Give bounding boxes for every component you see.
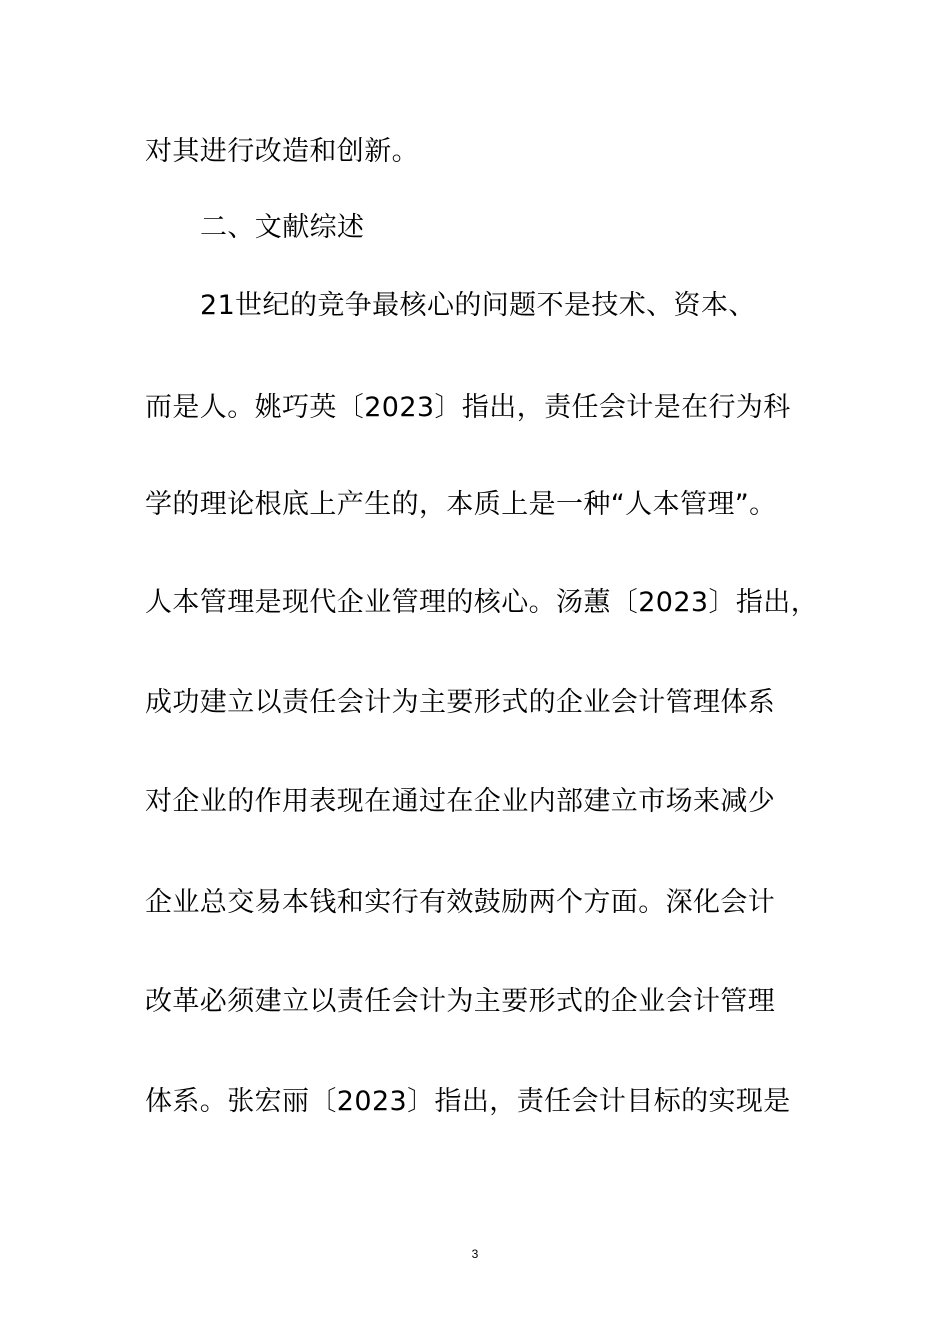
paragraph-line: 而是人。姚巧英〔2023〕指出，责任会计是在行为科	[145, 392, 791, 423]
paragraph-line: 改革必须建立以责任会计为主要形式的企业会计管理	[145, 986, 776, 1017]
section-heading: 二、文献综述	[200, 212, 365, 243]
paragraph-line: 对其进行改造和创新。	[145, 136, 419, 167]
page-number: 3	[471, 1247, 479, 1261]
paragraph-line: 对企业的作用表现在通过在企业内部建立市场来减少	[145, 786, 776, 817]
paragraph-line: 21世纪的竞争最核心的问题不是技术、资本、	[200, 290, 756, 321]
paragraph-line: 人本管理是现代企业管理的核心。汤蕙〔2023〕指出，	[145, 587, 819, 618]
paragraph-line: 成功建立以责任会计为主要形式的企业会计管理体系	[145, 687, 776, 718]
paragraph-line: 企业总交易本钱和实行有效鼓励两个方面。深化会计	[145, 887, 776, 918]
paragraph-line: 学的理论根底上产生的，本质上是一种“人本管理”。	[145, 489, 777, 520]
paragraph-line: 体系。张宏丽〔2023〕指出，责任会计目标的实现是	[145, 1086, 791, 1117]
